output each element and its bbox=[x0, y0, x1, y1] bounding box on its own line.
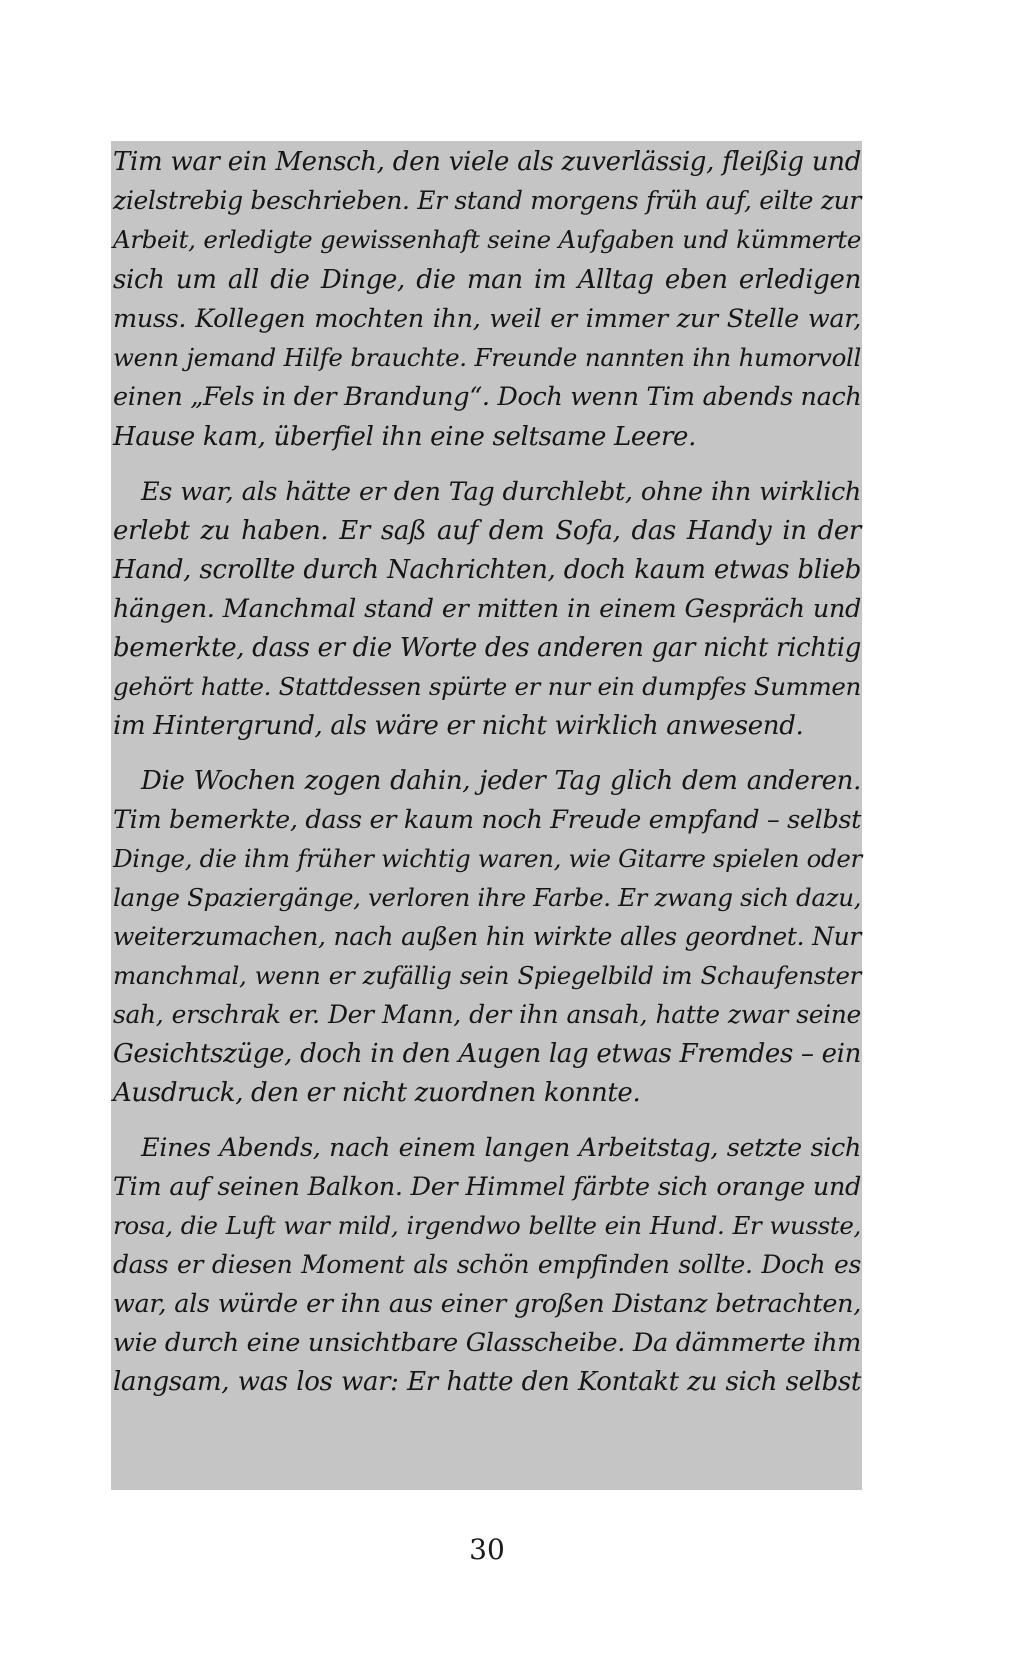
text-line: Arbeit, erledigte gewissenhaft seine Aufgaben und kümmerte bbox=[113, 225, 861, 254]
text-line: Die Wochen zogen dahin, jeder Tag glich dem anderen. bbox=[141, 766, 861, 796]
highlighted-text-block bbox=[111, 141, 862, 1490]
text-line: wie durch eine unsichtbare Glasscheibe. Da dämmerte ihm bbox=[113, 1328, 861, 1358]
text-line: wenn jemand Hilfe brauchte. Freunde nannten ihn humorvoll bbox=[113, 343, 861, 372]
text-line: sah, erschrak er. Der Mann, der ihn ansah, hatte zwar seine bbox=[113, 1000, 861, 1029]
text-line: Tim war ein Mensch, den viele als zuverlässig, fleißig und bbox=[113, 147, 861, 177]
page-number: 30 bbox=[469, 1533, 505, 1566]
text-line: einen „Fels in der Brandung“. Doch wenn Tim abends nach bbox=[113, 382, 862, 412]
text-line: manchmal, wenn er zufällig sein Spiegelbild im Schaufenster bbox=[113, 961, 861, 990]
text-line: Ausdruck, den er nicht zuordnen konnte. bbox=[113, 1078, 641, 1108]
text-line: lange Spaziergänge, verloren ihre Farbe. Er zwang sich dazu, bbox=[113, 883, 862, 912]
text-line: Es war, als hätte er den Tag durchlebt, ohne ihn wirklich bbox=[141, 477, 861, 507]
text-line: Eines Abends, nach einem langen Arbeitstag, setzte sich bbox=[141, 1133, 861, 1163]
text-line: langsam, was los war: Er hatte den Kontakt zu sich selbst bbox=[113, 1367, 861, 1397]
text-line: Dinge, die ihm früher wichtig waren, wie Gitarre spielen oder bbox=[113, 844, 862, 873]
text-line: bemerkte, dass er die Worte des anderen gar nicht richtig bbox=[113, 633, 861, 663]
text-line: Hause kam, überfiel ihn eine seltsame Leere. bbox=[113, 422, 696, 452]
text-line: hängen. Manchmal stand er mitten in einem Gespräch und bbox=[113, 594, 861, 624]
text-line: im Hintergrund, als wäre er nicht wirklich anwesend. bbox=[113, 711, 804, 741]
text-line: muss. Kollegen mochten ihn, weil er immer zur Stelle war, bbox=[113, 304, 861, 334]
text-line: Tim auf seinen Balkon. Der Himmel färbte sich orange und bbox=[113, 1172, 861, 1202]
text-line: zielstrebig beschrieben. Er stand morgens früh auf, eilte zur bbox=[113, 186, 861, 215]
text-line: war, als würde er ihn aus einer großen Distanz betrachten, bbox=[113, 1289, 861, 1319]
text-line: Tim bemerkte, dass er kaum noch Freude empfand – selbst bbox=[113, 805, 862, 835]
text-line: Gesichtszüge, doch in den Augen lag etwas Fremdes – ein bbox=[113, 1039, 861, 1069]
text-line: dass er diesen Moment als schön empfinden sollte. Doch es bbox=[113, 1250, 861, 1279]
text-line: sich um all die Dinge, die man im Alltag eben erledigen bbox=[113, 265, 861, 295]
text-line: weiterzumachen, nach außen hin wirkte alles geordnet. Nur bbox=[113, 922, 861, 951]
text-line: gehört hatte. Stattdessen spürte er nur ein dumpfes Summen bbox=[113, 672, 861, 701]
text-line: rosa, die Luft war mild, irgendwo bellte ein Hund. Er wusste, bbox=[113, 1211, 861, 1240]
text-line: erlebt zu haben. Er saß auf dem Sofa, das Handy in der bbox=[113, 516, 861, 546]
text-line: Hand, scrollte durch Nachrichten, doch kaum etwas blieb bbox=[113, 555, 861, 585]
